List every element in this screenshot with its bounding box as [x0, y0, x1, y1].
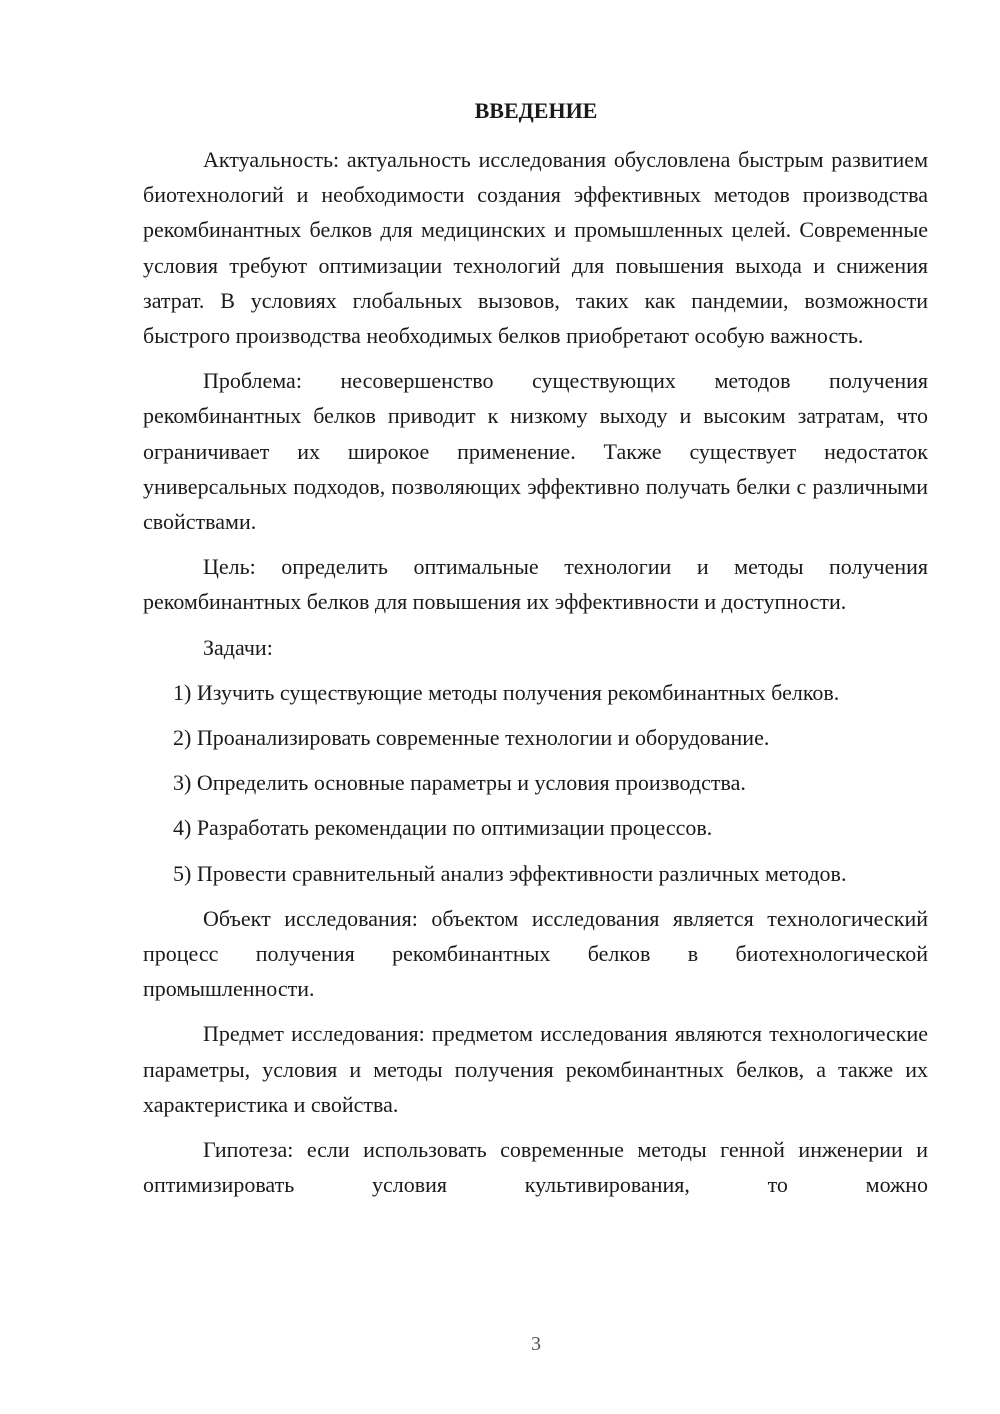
- task-item: 1) Изучить существующие методы получения рекомбинантных белков.: [173, 679, 840, 705]
- task-item: 4) Разработать рекомендации по оптимизации процессов.: [173, 815, 713, 841]
- page-number: 3: [531, 1333, 541, 1355]
- paragraph-problem: Проблема: несовершенство существующих методов получения рекомбинантных белков приводит к низкому выходу и высоким затратам, что ограничивает их широкое применение. Также существует недостаток универсальных подходов, позволяющих эффективно получать белки с различными свойствами.: [143, 368, 928, 535]
- tasks-heading: Задачи:: [203, 634, 273, 660]
- task-item: 2) Проанализировать современные технологии и оборудование.: [173, 725, 770, 751]
- paragraph-goal: Цель: определить оптимальные технологии и методы получения рекомбинантных белков для повышения их эффективности и доступности.: [143, 554, 928, 615]
- paragraph-hypothesis: Гипотеза: если использовать современные методы генной инженерии и оптимизировать условия культивирования, то можно: [143, 1137, 928, 1198]
- paragraph-relevance: Актуальность: актуальность исследования обусловлена быстрым развитием биотехнологий и необходимости создания эффективных методов производства рекомбинантных белков для медицинских и промышленных целей. Современные условия требуют оптимизации технологий для повышения выхода и снижения затрат. В условиях глобальных вызовов, таких как пандемии, возможности быстрого производства необходимых белков приобретают особую важность.: [143, 147, 928, 349]
- task-item: 3) Определить основные параметры и условия производства.: [173, 770, 746, 796]
- task-item: 5) Провести сравнительный анализ эффективности различных методов.: [173, 860, 847, 886]
- paragraph-object: Объект исследования: объектом исследования является технологический процесс получения рекомбинантных белков в биотехнологической промышленности.: [143, 905, 928, 1002]
- paragraph-subject: Предмет исследования: предметом исследования являются технологические параметры, условия и методы получения рекомбинантных белков, а также их характеристика и свойства.: [143, 1021, 928, 1117]
- page-title: ВВЕДЕНИЕ: [474, 98, 598, 123]
- document-body: [143, 142, 928, 1212]
